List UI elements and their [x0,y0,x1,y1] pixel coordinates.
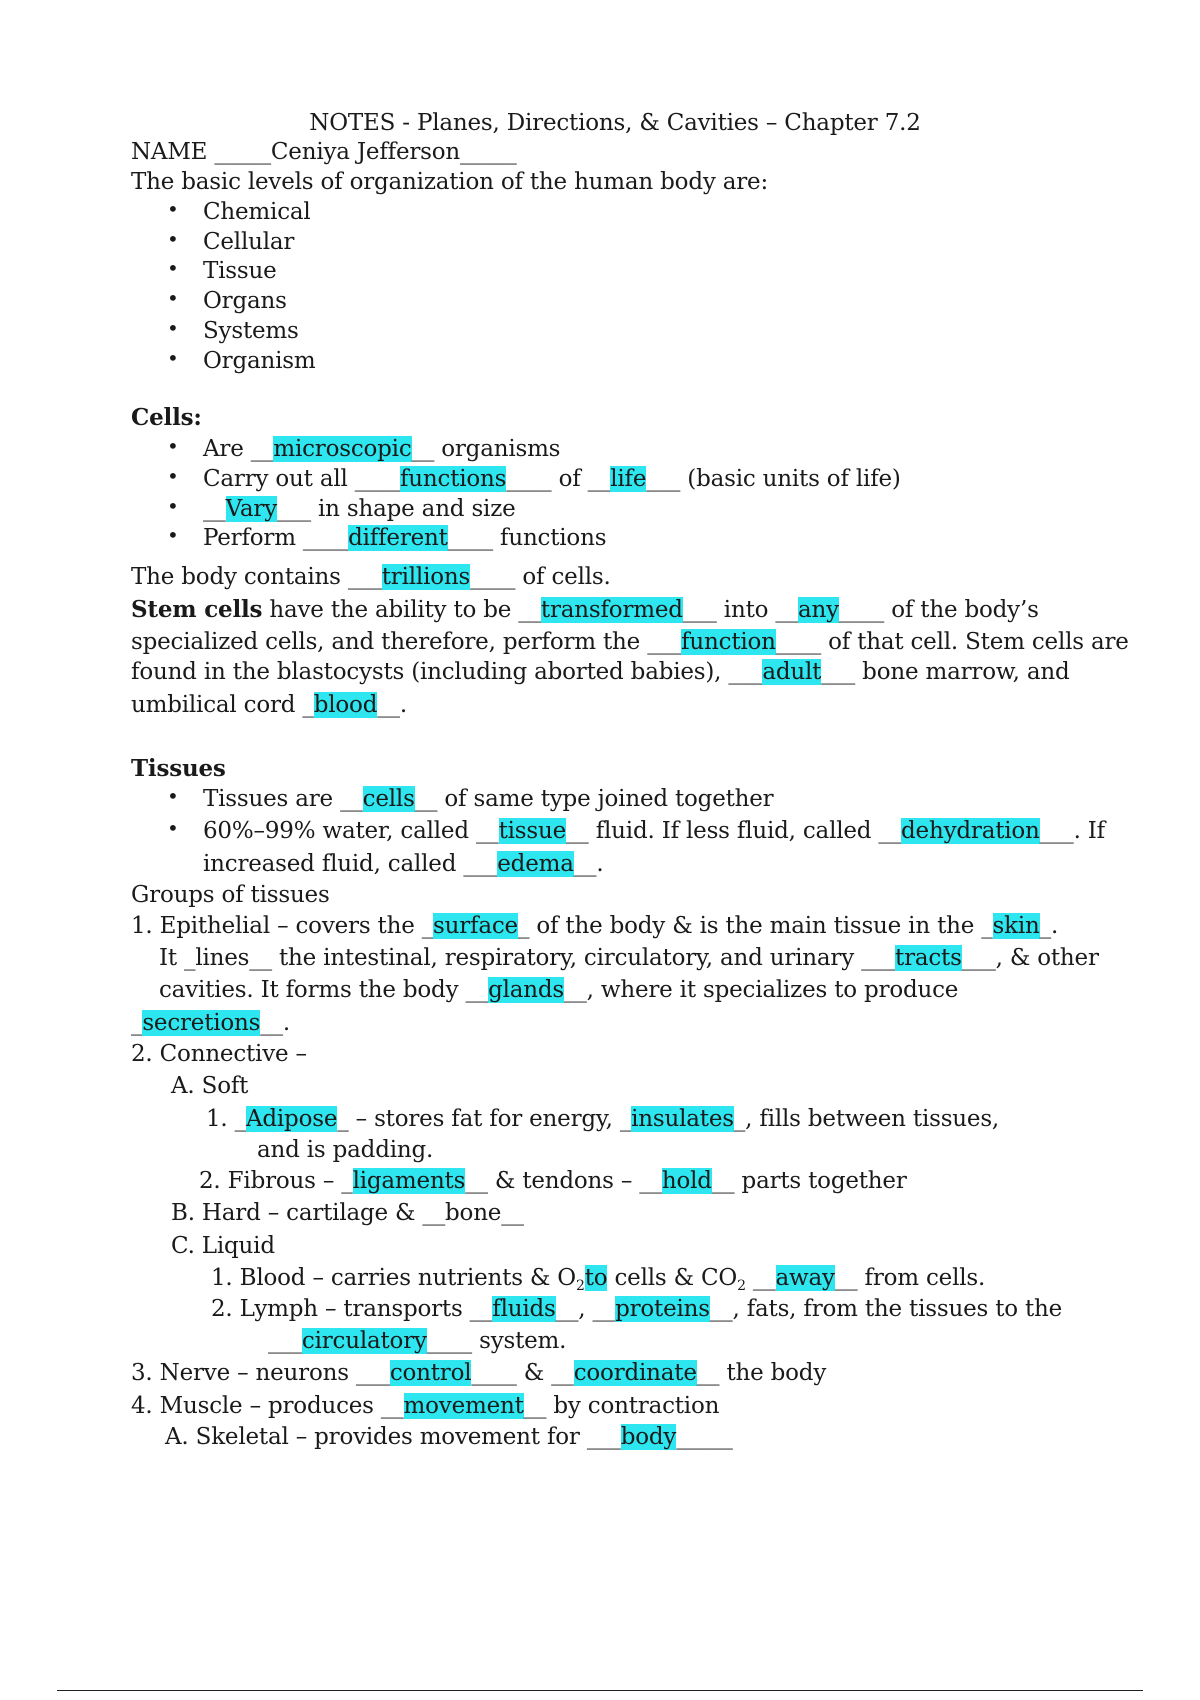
answer-highlight: different [348,525,448,551]
bullet: • [167,346,179,370]
levels-intro: The basic levels of organization of the human body are: [131,169,769,195]
lymph-line-cont: ___circulatory____ system. [268,1328,567,1354]
answer-highlight: coordinate [573,1360,697,1386]
groups-heading: Groups of tissues [131,882,330,908]
cells-bullet-3: __Vary___ in shape and size [203,496,516,522]
cells-bullet-4: Perform ____different____ functions [203,525,607,551]
connective-hard: B. Hard – cartilage & __bone__ [171,1200,524,1226]
stem-line-2: specialized cells, and therefore, perform the ___function____ of that cell. Stem cells are [131,629,1129,655]
blood-line: 1. Blood – carries nutrients & $O_2to$ cells & $CO_2$ __away__ from cells. [211,1265,986,1294]
fibrous-line: 2. Fibrous – _ligaments__ & tendons – __hold__ parts together [199,1168,907,1194]
bullet: • [167,316,179,340]
answer-highlight: Vary [225,496,278,522]
nerve-line: 3. Nerve – neurons ___control____ & __coordinate__ the body [131,1360,827,1386]
tissues-bullet-2-cont: increased fluid, called ___edema__. [203,851,604,877]
skeletal-line: A. Skeletal – provides movement for ___body_____ [165,1424,733,1450]
answer-highlight: adult [762,659,822,685]
answer-highlight: trillions [381,564,471,590]
bottom-rule [57,1690,1143,1691]
bullet: • [167,494,179,518]
answer-highlight: microscopic [273,436,412,462]
answer-highlight: tissue [498,818,566,844]
answer-highlight: surface [433,913,518,939]
answer-highlight: insulates [631,1106,734,1132]
bullet: • [167,227,179,251]
answer-highlight: fluids [492,1296,556,1322]
cells-heading: Cells: [131,404,202,431]
answer-highlight: glands [488,977,565,1003]
cells-bullet-1: Are __microscopic__ organisms [203,436,561,462]
name-line: NAME _____Ceniya Jefferson_____ [131,139,517,165]
bullet: • [167,464,179,488]
answer-highlight: Adipose [245,1106,338,1132]
adipose-line: 1. _Adipose_ – stores fat for energy, _insulates_, fills between tissues, [206,1106,1000,1132]
list-item: Chemical [203,199,311,225]
connective-liquid: C. Liquid [171,1233,275,1259]
epithelial-line-1: 1. Epithelial – covers the _surface_ of the body & is the main tissue in the _skin_. [131,913,1059,939]
answer-highlight: tracts [895,945,962,971]
answer-highlight: cells [362,786,415,812]
connective-soft: A. Soft [171,1073,249,1099]
answer-highlight: functions [399,466,507,492]
bullet: • [167,197,179,221]
epithelial-line-3: cavities. It forms the body __glands__, where it specializes to produce [159,977,959,1003]
epithelial-line-4: _secretions__. [131,1010,290,1036]
bullet: • [167,523,179,547]
list-item: Systems [203,318,299,344]
tissues-bullet-2: 60%–99% water, called __tissue__ fluid. If less fluid, called __dehydration___. If [203,818,1105,844]
answer-highlight: skin [992,913,1040,939]
bullet: • [167,816,179,840]
answer-highlight: to [584,1265,608,1291]
connective-heading: 2. Connective – [131,1041,307,1067]
stem-line-3: found in the blastocysts (including aborted babies), ___adult___ bone marrow, and [131,659,1070,685]
stem-line-4: umbilical cord _blood__. [131,692,407,718]
page-title: NOTES - Planes, Directions, & Cavities – Chapter 7.2 [309,110,921,136]
cells-contains: The body contains ___trillions____ of cells. [131,564,611,590]
bullet: • [167,784,179,808]
answer-highlight: blood [313,692,378,718]
answer-highlight: proteins [615,1296,710,1322]
answer-highlight: body [620,1424,677,1450]
tissues-heading: Tissues [131,755,226,782]
answer-highlight: away [775,1265,835,1291]
list-item: Cellular [203,229,295,255]
answer-highlight: function [681,629,776,655]
answer-highlight: circulatory [301,1328,427,1354]
answer-highlight: life [610,466,647,492]
bullet: • [167,256,179,280]
list-item: Organs [203,288,287,314]
answer-highlight: ligaments [352,1168,466,1194]
answer-highlight: dehydration [901,818,1040,844]
answer-highlight: movement [403,1393,524,1419]
cells-bullet-2: Carry out all ____functions____ of __life___ (basic units of life) [203,466,901,492]
answer-highlight: transformed [540,597,683,623]
list-item: Organism [203,348,316,374]
answer-highlight: hold [661,1168,712,1194]
bullet: • [167,434,179,458]
answer-highlight: control [389,1360,472,1386]
muscle-line: 4. Muscle – produces __movement__ by contraction [131,1393,720,1419]
answer-highlight: secretions [142,1010,261,1036]
adipose-line-cont: and is padding. [257,1137,434,1163]
student-name: Ceniya Jefferson [270,139,461,165]
answer-highlight: edema [497,851,574,877]
epithelial-line-2: It _lines__ the intestinal, respiratory, circulatory, and urinary ___tracts___, & other [159,945,1099,971]
lymph-line: 2. Lymph – transports __fluids__, __proteins__, fats, from the tissues to the [211,1296,1063,1322]
list-item: Tissue [203,258,277,284]
bullet: • [167,286,179,310]
tissues-bullet-1: Tissues are __cells__ of same type joined together [203,786,774,812]
answer-highlight: any [797,597,839,623]
stem-line-1: Stem cells have the ability to be __transformed___ into __any____ of the body’s [131,596,1039,623]
